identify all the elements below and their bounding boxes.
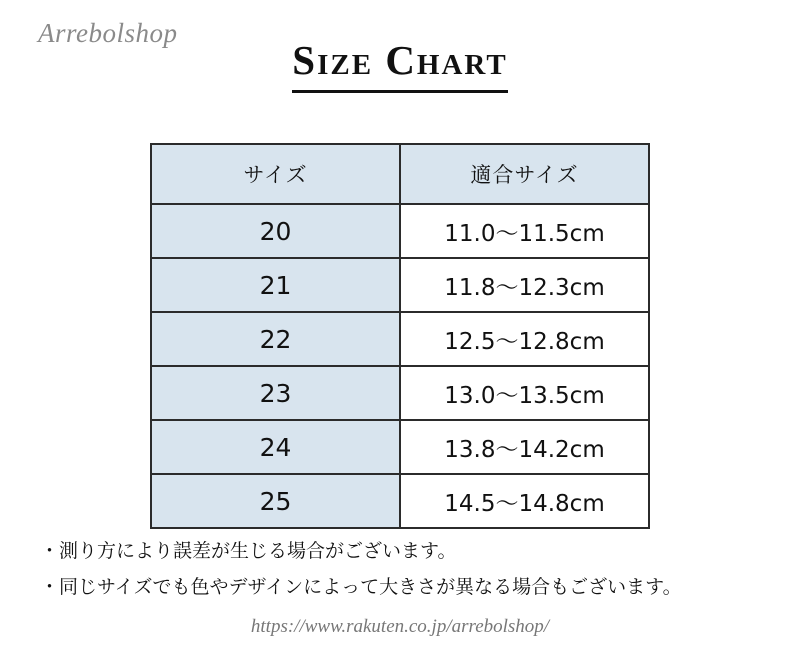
table-row [151, 474, 649, 528]
cell-fit: 13.8〜14.2cm [400, 420, 649, 474]
cell-size: 21 [151, 258, 400, 312]
cell-size: 22 [151, 312, 400, 366]
cell-fit: 13.0〜13.5cm [400, 366, 649, 420]
table-row [151, 366, 649, 420]
table-header-fit: 適合サイズ [400, 144, 649, 204]
cell-fit: 11.0〜11.5cm [400, 204, 649, 258]
table-header-size: サイズ [151, 144, 400, 204]
cell-size: 20 [151, 204, 400, 258]
cell-size: 24 [151, 420, 400, 474]
page-title: Size Chart [292, 36, 507, 93]
cell-size: 25 [151, 474, 400, 528]
cell-size: 23 [151, 366, 400, 420]
shop-brand-name: Arrebolshop [38, 18, 178, 48]
note-size-variance: ・同じサイズでも色やデザインによって大きさが異なる場合もございます。 [40, 576, 682, 598]
table-row [151, 420, 649, 474]
note-measurement-variance: ・測り方により誤差が生じる場合がございます。 [40, 540, 457, 562]
page-title-container [0, 36, 800, 93]
cell-fit: 11.8〜12.3cm [400, 258, 649, 312]
shop-url: https://www.rakuten.co.jp/arrebolshop/ [250, 616, 550, 637]
cell-fit: 14.5〜14.8cm [400, 474, 649, 528]
size-chart-table [150, 143, 650, 529]
cell-fit: 12.5〜12.8cm [400, 312, 649, 366]
table-row [151, 204, 649, 258]
table-header-row [151, 144, 649, 204]
table-row [151, 312, 649, 366]
table-row [151, 258, 649, 312]
